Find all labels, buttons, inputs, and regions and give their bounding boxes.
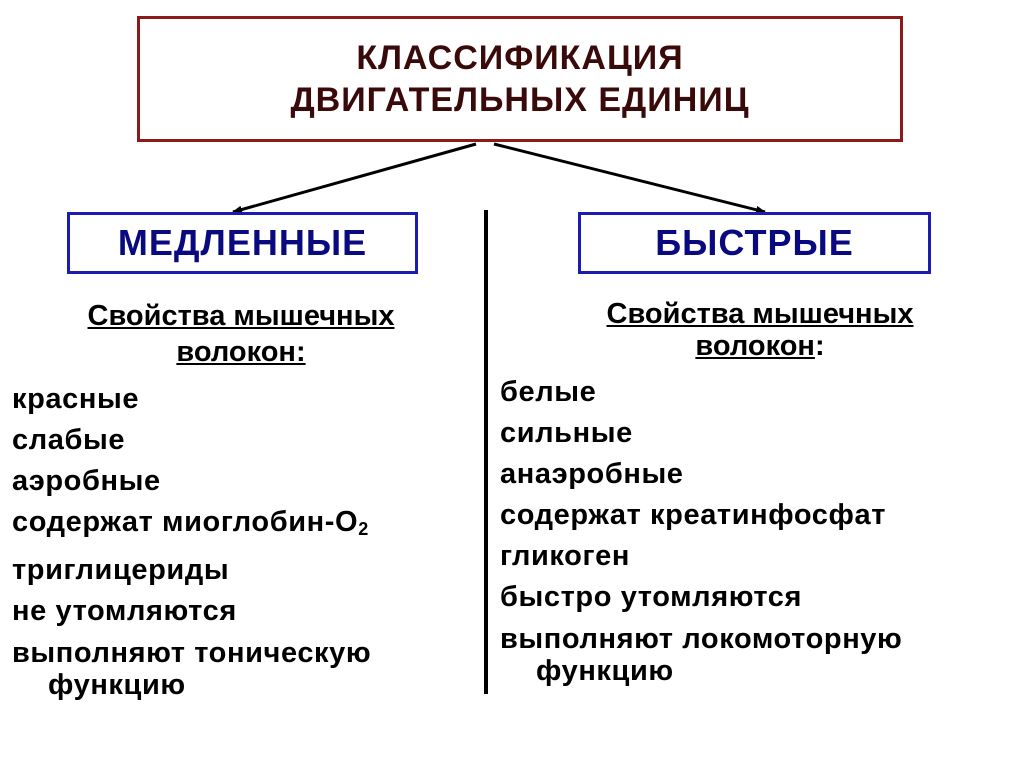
arrow-to-slow	[233, 144, 476, 212]
list-item-text: выполняют локомоторную	[500, 623, 903, 655]
list-item: аэробные	[12, 465, 161, 497]
list-item: сильные	[500, 417, 633, 449]
list-item	[12, 637, 482, 701]
list-item-continuation: функцию	[536, 655, 674, 687]
slow-properties-line-2: волокон:	[176, 336, 306, 368]
arrow-to-fast	[494, 144, 765, 212]
slow-category-label: МЕДЛЕННЫЕ	[117, 222, 368, 263]
title-line-2: ДВИГАТЕЛЬНЫХ ЕДИНИЦ	[290, 81, 750, 119]
list-item: красные	[12, 383, 140, 415]
center-divider	[484, 210, 488, 694]
list-item-continuation: функцию	[48, 669, 186, 701]
oxygen-subscript: 2	[358, 519, 369, 539]
myoglobin-text: содержат миоглобин-O	[12, 506, 359, 538]
slow-column	[12, 298, 482, 701]
fast-category-box	[578, 212, 931, 274]
list-item	[500, 623, 1020, 687]
list-item: быстро утомляются	[500, 581, 803, 613]
slow-properties-list	[12, 379, 482, 701]
list-item: не утомляются	[12, 595, 237, 627]
slow-properties-heading	[0, 298, 482, 370]
title-line-1: КЛАССИФИКАЦИЯ	[356, 39, 684, 77]
list-item: гликоген	[500, 540, 630, 572]
fast-properties-line-2: волокон	[695, 330, 815, 362]
list-item: белые	[500, 376, 597, 408]
fast-properties-heading	[500, 298, 1020, 362]
list-item: анаэробные	[500, 458, 684, 490]
slow-category-box	[67, 212, 418, 274]
list-item: слабые	[12, 424, 126, 456]
fast-category-label: БЫСТРЫЕ	[655, 222, 854, 263]
list-item: содержат креатинфосфат	[500, 499, 887, 531]
fast-properties-line-1: Свойства мышечных	[606, 298, 914, 330]
list-item	[12, 502, 482, 550]
fast-properties-list	[500, 372, 1020, 687]
fast-column	[500, 298, 1020, 687]
list-item: триглицериды	[12, 554, 230, 586]
list-item-text: выполняют тоническую	[12, 637, 372, 669]
slow-properties-line-1: Свойства мышечных	[87, 300, 395, 332]
fast-properties-line-2-wrap	[500, 330, 1020, 362]
fast-properties-colon: :	[814, 330, 825, 362]
